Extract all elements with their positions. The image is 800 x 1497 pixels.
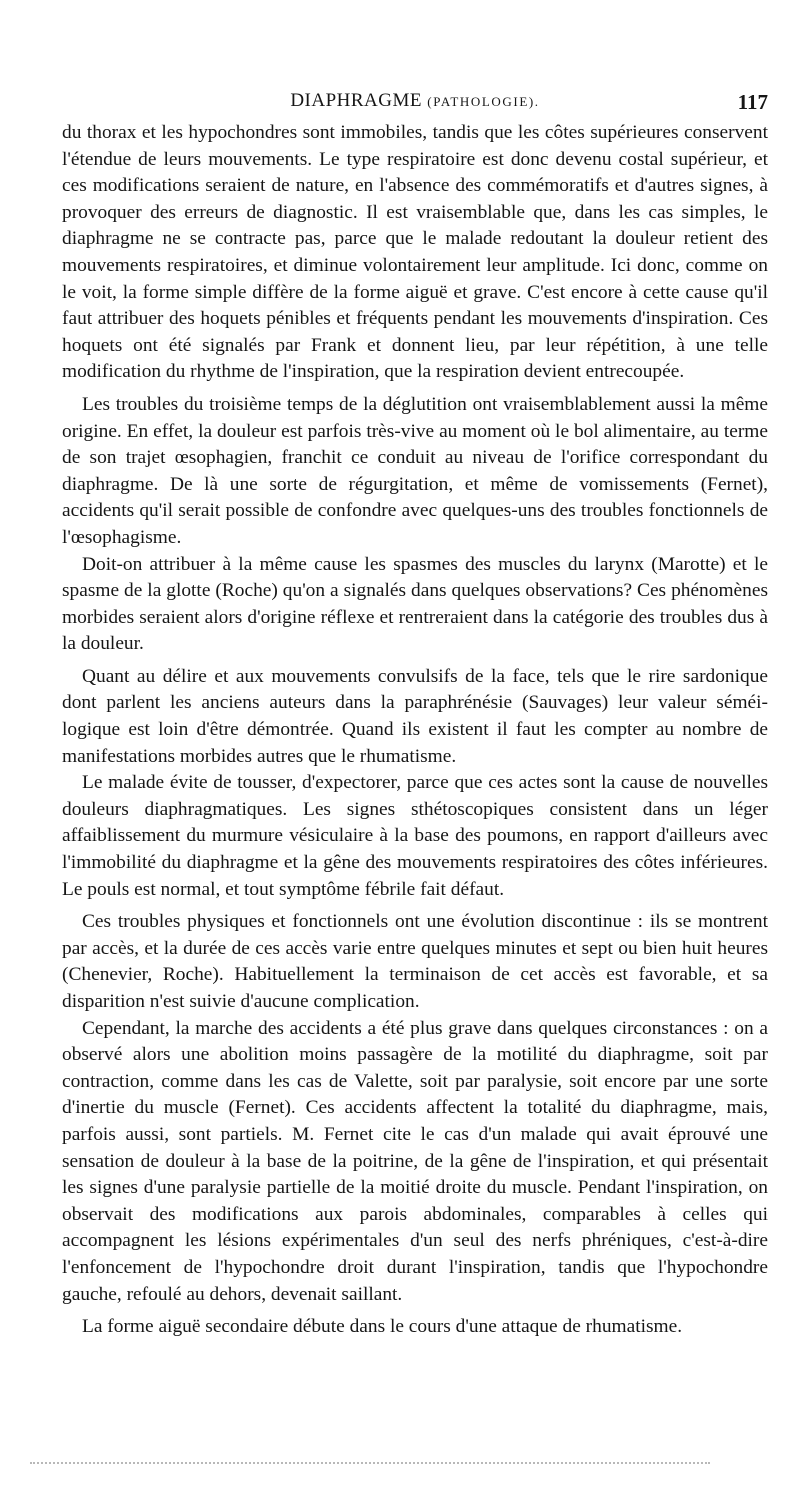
running-head: [62, 84, 768, 118]
paragraph-2: Les troubles du troisième temps de la déglutition ont vraisemblablement aussi la même origine. En effet, la douleur est parfois très-vive au moment où le bol alimentaire, au terme de son trajet œsophagien, franchit ce conduit au niveau de l'orifice correspondant du diaphragme. De là une sorte de régurgitation, et même de vomissements (Fernet), accidents qu'il serait possible de confondre avec quelques-uns des troubles fonctionnels de l'œsophagisme.: [62, 393, 768, 548]
paragraph-1: du thorax et les hypochondres sont immobiles, tandis que les côtes supérieures conservent l'étendue de leurs mouvements. Le type respiratoire est donc devenu costal supérieur, et ces modifications seraient de nature, en l'absence des commémoratifs et d'autres signes, à provoquer des erreurs de diagnostic. Il est vraisemblable que, dans les cas simples, le diaphragme ne se contracte pas, parce que le malade redoutant la douleur retient des mouvements respiratoires, et diminue volontairement leur amplitude. Ici donc, comme on le voit, la forme simple diffère de la forme aiguë et grave. C'est encore à cette cause qu'il faut attribuer des hoquets pénibles et fréquents pendant les mouvements d'inspiration. Ces hoquets ont été signalés par Frank et donnent lieu, par leur répétition, à une telle modification du rhythme de l'inspiration, que la respiration devient entrecoupée.: [62, 122, 768, 383]
running-title-main: DIAPHRAGME: [290, 90, 423, 111]
paragraph-5: Le malade évite de tousser, d'expectorer, parce que ces actes sont la cause de nouvelles douleurs diaphragmatiques. Les signes sthétoscopiques consistent dans un léger affaiblissement du murmure vésiculaire à la base des poumons, en rapport d'ailleurs avec l'immobilité du diaphragme et la gêne des mouvements respiratoires des côtes inférieures. Le pouls est normal, et tout symptôme fébrile fait défaut.: [62, 772, 768, 900]
book-page: [62, 84, 768, 1341]
paragraph-8: La forme aiguë secondaire débute dans le cours d'une attaque de rhumatisme.: [82, 1316, 683, 1338]
paragraph-7: Cependant, la marche des accidents a été plus grave dans quelques circonstances : on a observé alors une abolition moins passagère de la motilité du diaphragme, soit par contraction, comme dans les cas de Valette, soit par paralysie, soit encore par une sorte d'inertie du muscle (Fernet). Ces accidents affectent la totalité du diaphragme, mais, parfois aussi, sont partiels. M. Fernet cite le cas d'un malade qui avait éprouvé une sensation de douleur à la base de la poitrine, de la gêne de l'inspiration, et qui présentait les signes d'une paralysie partielle de la moitié droite du muscle. Pendant l'inspiration, on observait des modifications aux parois abdominales, comparables à celles qui accompagnent les lésions expérimentales d'un seul des nerfs phréniques, c'est-à-dire l'enfoncement de l'hypochondre droit durant l'inspiration, tandis que l'hypochondre gauche, refoulé au dehors, devenait saillant.: [62, 1017, 768, 1305]
paragraph-3: Doit-on attribuer à la même cause les spasmes des muscles du larynx (Marotte) et le spasme de la glotte (Roche) qu'on a signalés dans quelques observations? Ces phénomènes morbides seraient alors d'origine réflexe et rentreraient dans la catégorie des troubles dus à la douleur.: [62, 553, 768, 655]
footer-dotted-rule: [30, 1462, 710, 1464]
paragraph-6: Ces troubles physiques et fonctionnels ont une évolution discontinue : ils se montrent par accès, et la durée de ces accès varie entre quelques minutes et sept ou bien huit heures (Chenevier, Roche). Habituellement la terminaison de cet accès est favorable, et sa disparition n'est suivie d'aucune complication.: [62, 911, 768, 1012]
paragraph-4: Quant au délire et aux mouvements convulsifs de la face, tels que le rire sardonique dont parlent les anciens auteurs dans la paraphrénésie (Sauvages) leur valeur séméi-logique est loin d'être démontrée. Quand ils existent il faut les compter au nombre de manifestations morbides autres que le rhumatisme.: [62, 665, 768, 767]
page-number: 117: [737, 90, 768, 114]
running-title-subtitle: (PATHOLOGIE).: [427, 94, 540, 109]
running-title: [62, 90, 768, 112]
